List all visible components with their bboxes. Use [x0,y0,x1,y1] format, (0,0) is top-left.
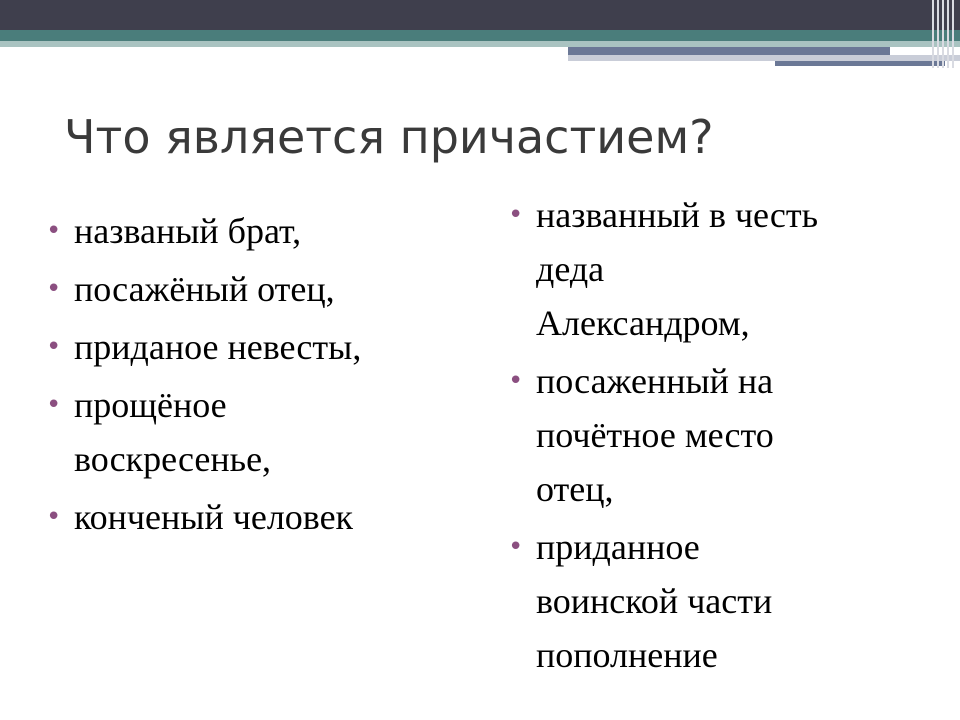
bullet-icon: • [46,502,62,532]
right-bullet-list [508,188,908,686]
bullet-icon: • [46,274,62,304]
bullet-icon: • [46,390,62,420]
list-item-text: приданое невесты, [74,327,362,367]
list-item [508,354,908,516]
bullet-icon: • [508,200,524,230]
list-item [46,262,446,316]
left-bullet-list [46,204,446,548]
list-item-text: названый брат, [74,211,302,251]
bullet-icon: • [508,366,524,396]
list-item [46,490,446,544]
list-item-text: посажёный отец, [74,269,335,309]
list-item [46,378,446,486]
top-decorative-bar [0,0,960,30]
list-item-text: названный в честь деда Александром, [536,195,819,343]
teal-decorative-bar [0,30,960,41]
corner-stripes [932,0,954,68]
list-item-text: посаженный на почётное место отец, [536,361,774,509]
bullet-icon: • [508,532,524,562]
list-item [508,188,908,350]
list-item [508,520,908,682]
bullet-icon: • [46,332,62,362]
list-item [46,320,446,374]
list-item-text: приданное воинской части пополнение [536,527,773,675]
slide-title: Что является причастием? [64,110,714,164]
bullet-icon: • [46,216,62,246]
list-item [46,204,446,258]
list-item-text: прощёное воскресенье, [74,385,272,479]
accent-bar-short [775,61,945,66]
accent-bar [568,47,890,55]
list-item-text: конченый человек [74,497,354,537]
